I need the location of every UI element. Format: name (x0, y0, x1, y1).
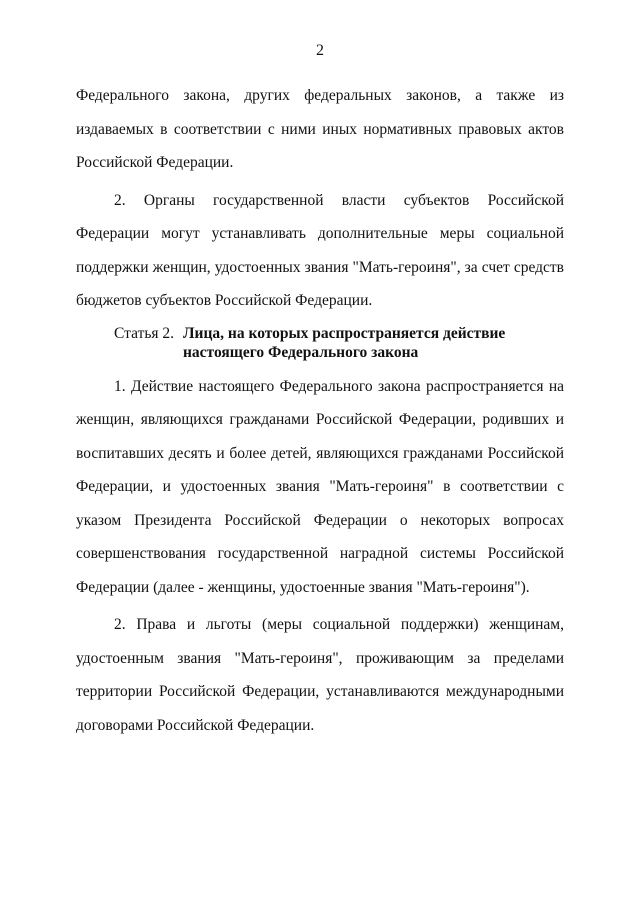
paragraph-item-2: 2. Органы государственной власти субъектов Российской Федерации могут устанавливать дополнительные меры социальной поддержки женщин, удостоенных звания "Мать-героиня", за счет средств бюджетов субъектов Российской Федерации. (76, 191, 564, 309)
paragraph-article2-item-2: 2. Права и льготы (меры социальной поддержки) женщинам, удостоенным звания "Мать-героиня", проживающим за пределами территории Российской Федерации, устанавливаются международными договорами Российской Федерации. (76, 616, 564, 734)
article-title: Лица, на которых распространяется действие настоящего Федерального закона (183, 324, 506, 361)
article-heading (76, 324, 564, 362)
document-body (76, 79, 564, 742)
paragraph-continuation: Федерального закона, других федеральных законов, а также из издаваемых в соответствии с ними иных нормативных правовых актов Российской Федерации. (76, 87, 564, 171)
page-number: 2 (316, 42, 324, 59)
article-number: Статья 2. (114, 324, 175, 342)
paragraph-article2-item-1: 1. Действие настоящего Федерального закона распространяется на женщин, являющихся гражданами Российской Федерации, родивших и воспитавших десять и более детей, являющихся гражданами Российской Федерации, и удостоенных звания "Мать-героиня" в соответствии с указом Президента Российской Федерации о некоторых вопросах совершенствования государственной наградной системы Российской Федерации (далее - женщины, удостоенные звания "Мать-героиня"). (76, 377, 564, 596)
